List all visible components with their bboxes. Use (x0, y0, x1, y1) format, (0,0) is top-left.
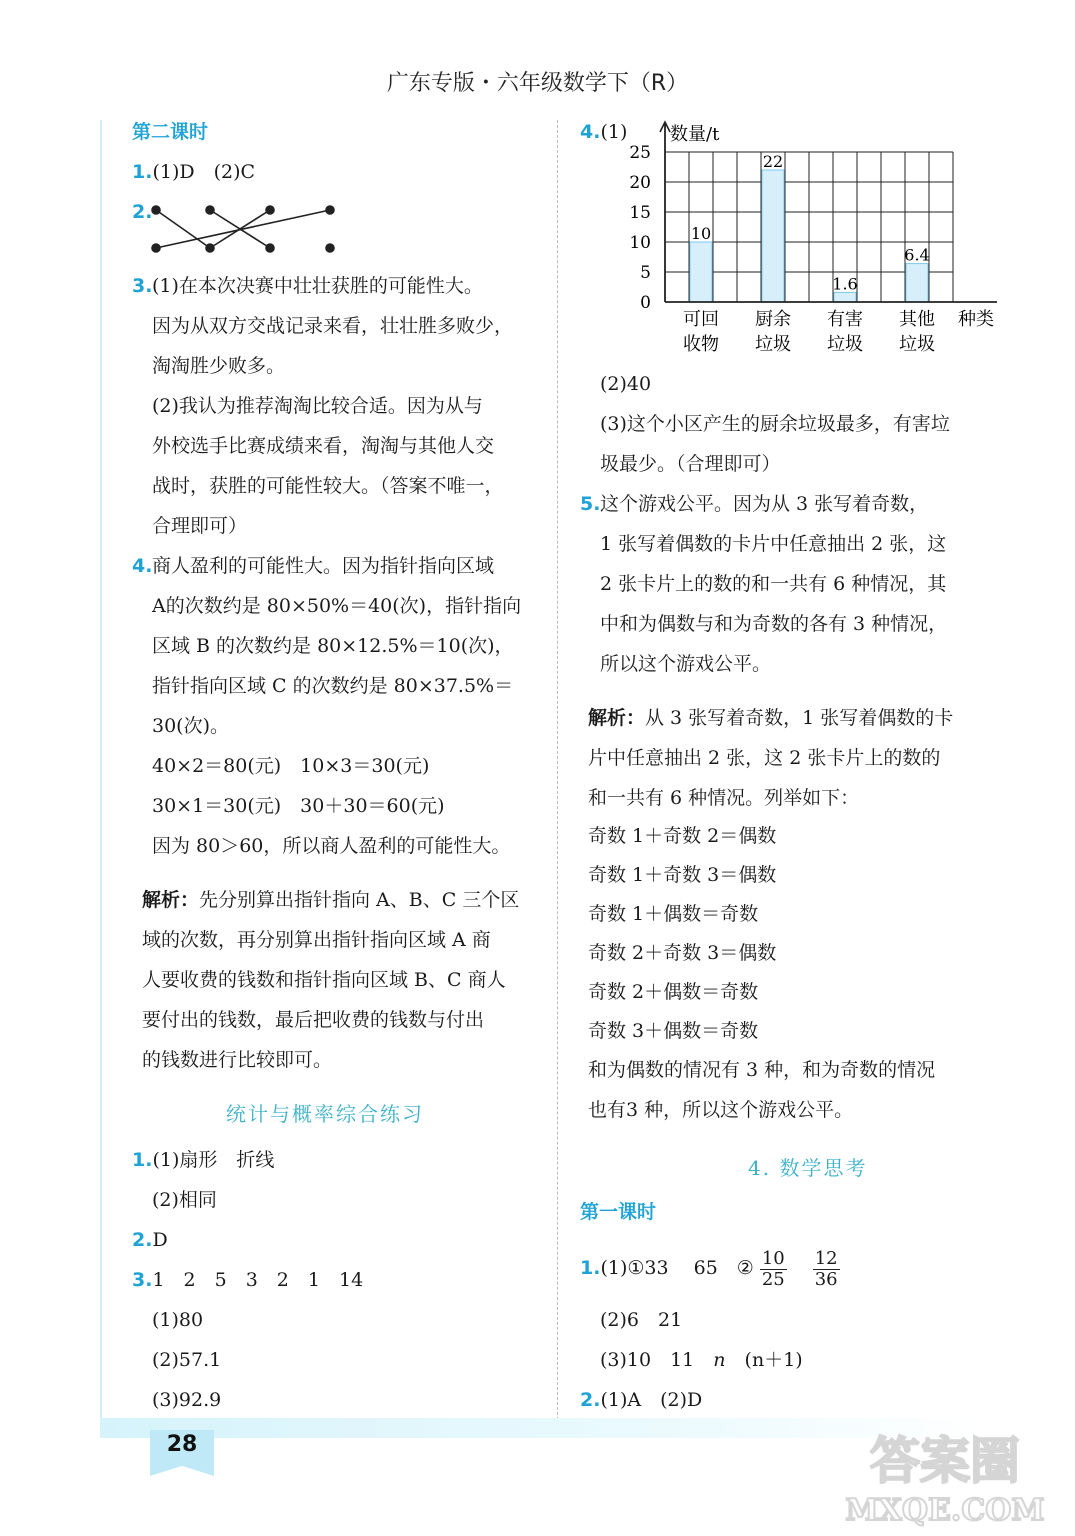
q5-line: 中和为偶数与和为奇数的各有 3 种情况， (600, 613, 948, 635)
analysis-left-first: 解析：先分别算出指针指向 A、B、C 三个区 (142, 889, 520, 911)
category-label: 厨余 (755, 309, 791, 330)
category-label: 收物 (683, 334, 719, 355)
q3-line: 战时，获胜的可能性较大。（答案不唯一， (152, 475, 504, 497)
q1-answer: (1)D (2)C (152, 161, 256, 183)
q3-number: 3. (132, 275, 153, 297)
q4-number: 4. (132, 555, 153, 577)
left-margin-rule (100, 120, 102, 1420)
match-dot (326, 244, 334, 252)
match-dot (266, 206, 274, 214)
u4-q1a: 1.(1)①33 65 ② $\frac{10}{25}$ $\frac{12}{36}$ (580, 1247, 838, 1290)
analysis-right-line: 奇数 3＋偶数＝奇数 (588, 1020, 759, 1042)
q4-line: 区域 B 的次数约是 80×12.5%＝10(次)， (152, 635, 514, 657)
analysis-right-line: 奇数 2＋偶数＝奇数 (588, 981, 759, 1003)
analysis-right-line: 片中任意抽出 2 张，这 2 张卡片上的数的 (588, 747, 941, 769)
q1-number: 1. (132, 161, 153, 183)
analysis-right-line: 和一共有 6 种情况。列举如下： (588, 787, 860, 809)
right-q4-part3: 圾最少。（合理即可） (600, 453, 781, 475)
column-divider (557, 120, 558, 1420)
q5-line: 1 张写着偶数的卡片中任意抽出 2 张，这 (600, 533, 947, 555)
bar-4 (906, 264, 928, 302)
practice-q3b: (2)57.1 (152, 1349, 222, 1371)
chart-xlabel: 种类 (958, 309, 994, 330)
q4-line: 商人盈利的可能性大。因为指针指向区域 (152, 555, 495, 577)
category-label: 可回 (683, 309, 719, 330)
q4-line: 30×1＝30(元) 30＋30＝60(元) (152, 795, 445, 817)
page-number: 28 (166, 1432, 198, 1457)
category-label: 垃圾 (899, 334, 935, 355)
analysis-line: 的钱数进行比较即可。 (142, 1049, 333, 1071)
analysis-right-line: 奇数 1＋偶数＝奇数 (588, 903, 759, 925)
q4-line: 30(次)。 (152, 715, 230, 737)
analysis-right-line: 奇数 1＋奇数 3＝偶数 (588, 864, 777, 886)
category-label: 垃圾 (755, 334, 791, 355)
bar-value-label: 10 (690, 224, 712, 243)
bar-3 (834, 292, 856, 302)
unit4-title: 4. 数学思考 (748, 1156, 868, 1180)
bar-1 (690, 242, 712, 302)
y-tick-label: 0 (640, 293, 651, 313)
fraction-10-25: $\frac{10}{25}$ (761, 1247, 785, 1290)
q3-line: 淘淘胜少败多。 (152, 355, 286, 377)
right-q4-part2: (2)40 (600, 373, 652, 395)
match-dot (266, 244, 274, 252)
page-header: 广东专版・六年级数学下（R） (386, 71, 689, 96)
q5-line: 所以这个游戏公平。 (600, 653, 772, 675)
match-dot (206, 206, 214, 214)
q4-line: 指针指向区域 C 的次数约是 80×37.5%＝ (152, 675, 514, 697)
match-dot (206, 244, 214, 252)
bar-2 (762, 170, 784, 302)
right-q4-head: 4.(1) (580, 121, 628, 143)
lesson2-title: 第二课时 (132, 121, 209, 143)
analysis-right-line: 奇数 2＋奇数 3＝偶数 (588, 942, 777, 964)
practice-title: 统计与概率综合练习 (226, 1102, 424, 1126)
u4-q2: 2.(1)A (2)D (580, 1389, 703, 1411)
q3-line: 外校选手比赛成绩来看，淘淘与其他人交 (152, 435, 495, 457)
matching-diagram (148, 198, 348, 258)
y-tick-label: 10 (629, 233, 651, 253)
practice-q3c: (3)92.9 (152, 1389, 222, 1411)
analysis-label: 解析： (142, 889, 200, 911)
practice-q3: 3.1 2 5 3 2 1 14 (132, 1269, 364, 1291)
practice-q3a: (1)80 (152, 1309, 204, 1331)
analysis-line: 人要收费的钱数和指针指向区域 B、C 商人 (142, 969, 506, 991)
q3-line: (1)在本次决赛中壮壮获胜的可能性大。 (152, 275, 483, 297)
q4-line: 40×2＝80(元) 10×3＝30(元) (152, 755, 430, 777)
watermark-text: 答案圈 MXQE.COM (845, 1431, 1045, 1528)
bar-value-label: 1.6 (832, 274, 858, 294)
chart-ylabel: 数量/t (670, 124, 720, 145)
q5-line: 这个游戏公平。因为从 3 张写着奇数， (600, 493, 929, 515)
q3-line: 因为从双方交战记录来看，壮壮胜多败少， (152, 315, 514, 337)
y-tick-label: 25 (629, 143, 651, 163)
category-label: 垃圾 (827, 334, 863, 355)
practice-q1b: (2)相同 (152, 1189, 217, 1211)
y-tick-label: 15 (629, 203, 651, 223)
q2-number: 2. (132, 201, 153, 223)
bar-value-label: 6.4 (904, 245, 930, 265)
y-tick-label: 20 (629, 173, 651, 193)
match-dot (152, 244, 160, 252)
analysis-line: 要付出的钱数，最后把收费的钱数与付出 (142, 1009, 485, 1031)
q4-line: A的次数约是 80×50%＝40(次)，指针指向 (152, 595, 522, 617)
match-dot (326, 206, 334, 214)
analysis-right-line: 也有3 种，所以这个游戏公平。 (588, 1099, 854, 1121)
right-q4-part3: (3)这个小区产生的厨余垃圾最多，有害垃 (600, 413, 950, 435)
bar-value-label: 22 (762, 152, 784, 171)
q3-line: 合理即可） (152, 515, 248, 537)
q5-number: 5. (580, 493, 601, 515)
practice-q1: 1.(1)扇形 折线 (132, 1149, 275, 1171)
match-dot (152, 206, 160, 214)
garbage-bar-chart (620, 116, 1015, 364)
u4-q1b: (2)6 21 (600, 1309, 683, 1331)
practice-q2: 2.D (132, 1229, 168, 1251)
analysis-right-line: 和为偶数的情况有 3 种，和为奇数的情况 (588, 1059, 936, 1081)
q4-line: 因为 80＞60，所以商人盈利的可能性大。 (152, 835, 511, 857)
y-tick-label: 5 (640, 263, 651, 283)
category-label: 有害 (827, 309, 863, 330)
analysis-right-line: 奇数 1＋奇数 2＝偶数 (588, 825, 777, 847)
u4-q1c: (3)10 11 n (n＋1) (600, 1349, 803, 1371)
q5-line: 2 张卡片上的数的和一共有 6 种情况，其 (600, 573, 947, 595)
fraction-12-36: $\frac{12}{36}$ (814, 1247, 838, 1290)
left-q1 (132, 160, 255, 184)
analysis-right-first: 解析：从 3 张写着奇数，1 张写着偶数的卡 (588, 707, 954, 729)
q3-line: (2)我认为推荐淘淘比较合适。因为从与 (152, 395, 483, 417)
watermark-logo (820, 1420, 1070, 1530)
category-label: 其他 (899, 309, 935, 330)
unit4-lesson1: 第一课时 (580, 1201, 657, 1223)
analysis-line: 域的次数，再分别算出指针指向区域 A 商 (142, 929, 491, 951)
